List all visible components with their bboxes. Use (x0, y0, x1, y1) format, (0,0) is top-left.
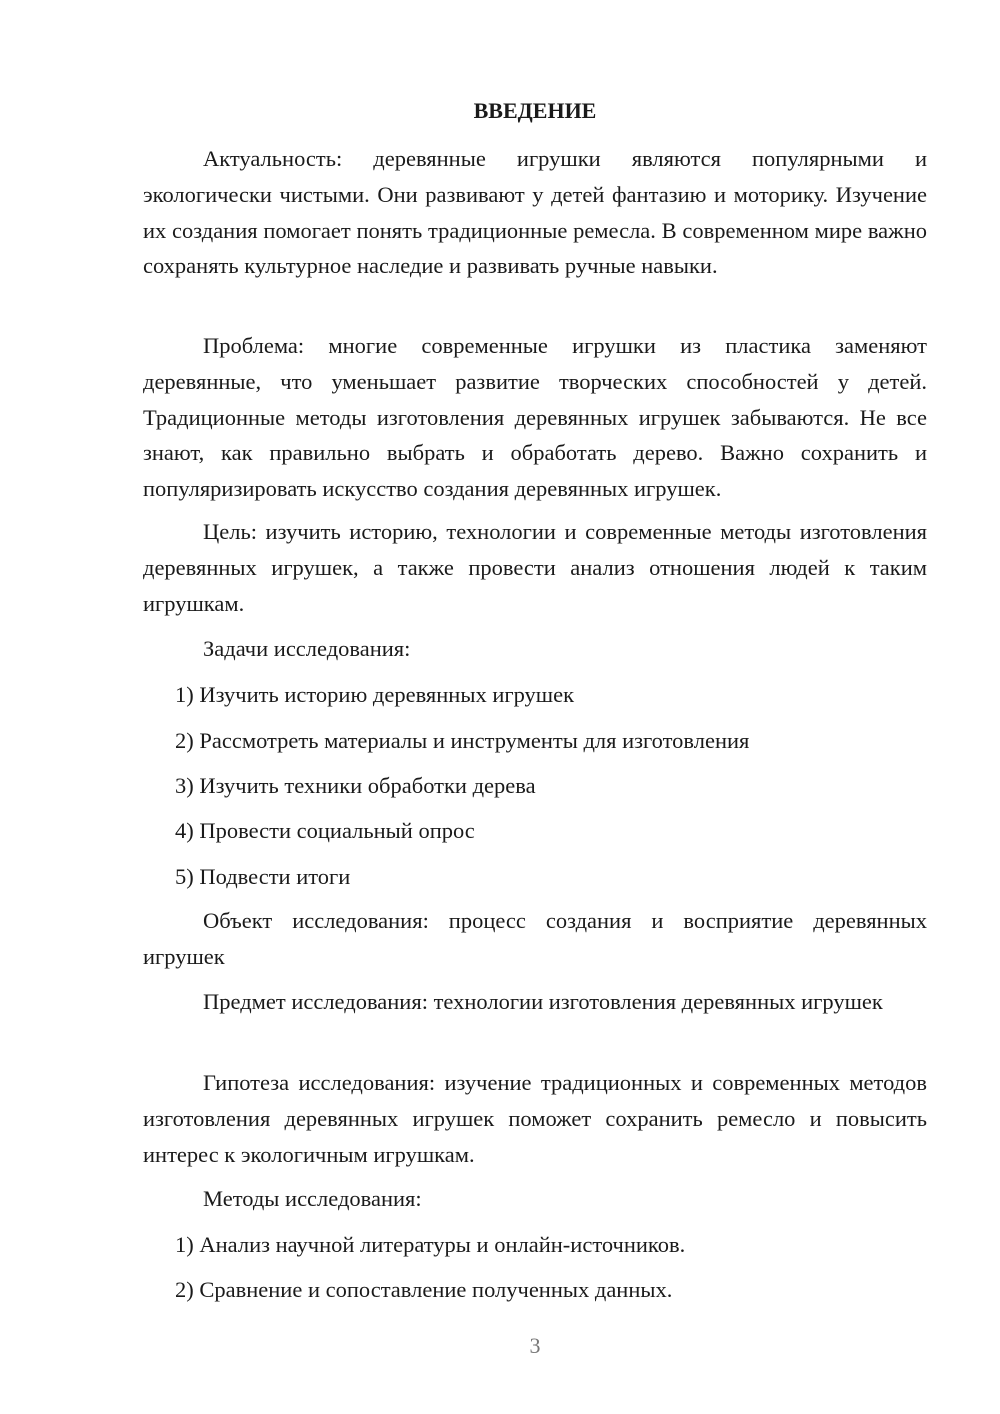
task-item: 3) Изучить техники обработки дерева (175, 773, 536, 798)
page-number: 3 (529, 1333, 541, 1358)
paragraph-problem: Проблема: многие современные игрушки из пластика заменяют деревянные, что уменьшает развитие творческих способностей у детей. Традиционные методы изготовления деревянных игрушек забываются. Не все знают, как правильно выбрать и обработать дерево. Важно сохранить и популяризировать искусство создания деревянных игрушек. (143, 333, 927, 502)
task-item: 5) Подвести итоги (175, 864, 351, 889)
task-item: 2) Рассмотреть материалы и инструменты для изготовления (175, 728, 750, 753)
paragraph-subject: Предмет исследования: технологии изготовления деревянных игрушек (203, 989, 883, 1014)
paragraph-hypothesis: Гипотеза исследования: изучение традиционных и современных методов изготовления деревянных игрушек поможет сохранить ремесло и повысить интерес к экологичным игрушкам. (143, 1070, 927, 1167)
task-item: 1) Изучить историю деревянных игрушек (175, 682, 575, 707)
page-title: ВВЕДЕНИЕ (473, 98, 597, 123)
method-item: 2) Сравнение и сопоставление полученных данных. (175, 1277, 673, 1302)
method-item: 1) Анализ научной литературы и онлайн-источников. (175, 1232, 686, 1257)
methods-heading: Методы исследования: (203, 1186, 422, 1211)
tasks-heading: Задачи исследования: (203, 636, 411, 661)
paragraph-goal: Цель: изучить историю, технологии и современные методы изготовления деревянных игрушек, а также провести анализ отношения людей к таким игрушкам. (143, 519, 927, 616)
paragraph-relevance: Актуальность: деревянные игрушки являются популярными и экологически чистыми. Они развивают у детей фантазию и моторику. Изучение их создания помогает понять традиционные ремесла. В современном мире важно сохранять культурное наследие и развивать ручные навыки. (143, 146, 927, 279)
paragraph-object: Объект исследования: процесс создания и восприятие деревянных игрушек (143, 908, 927, 969)
task-item: 4) Провести социальный опрос (175, 818, 475, 843)
